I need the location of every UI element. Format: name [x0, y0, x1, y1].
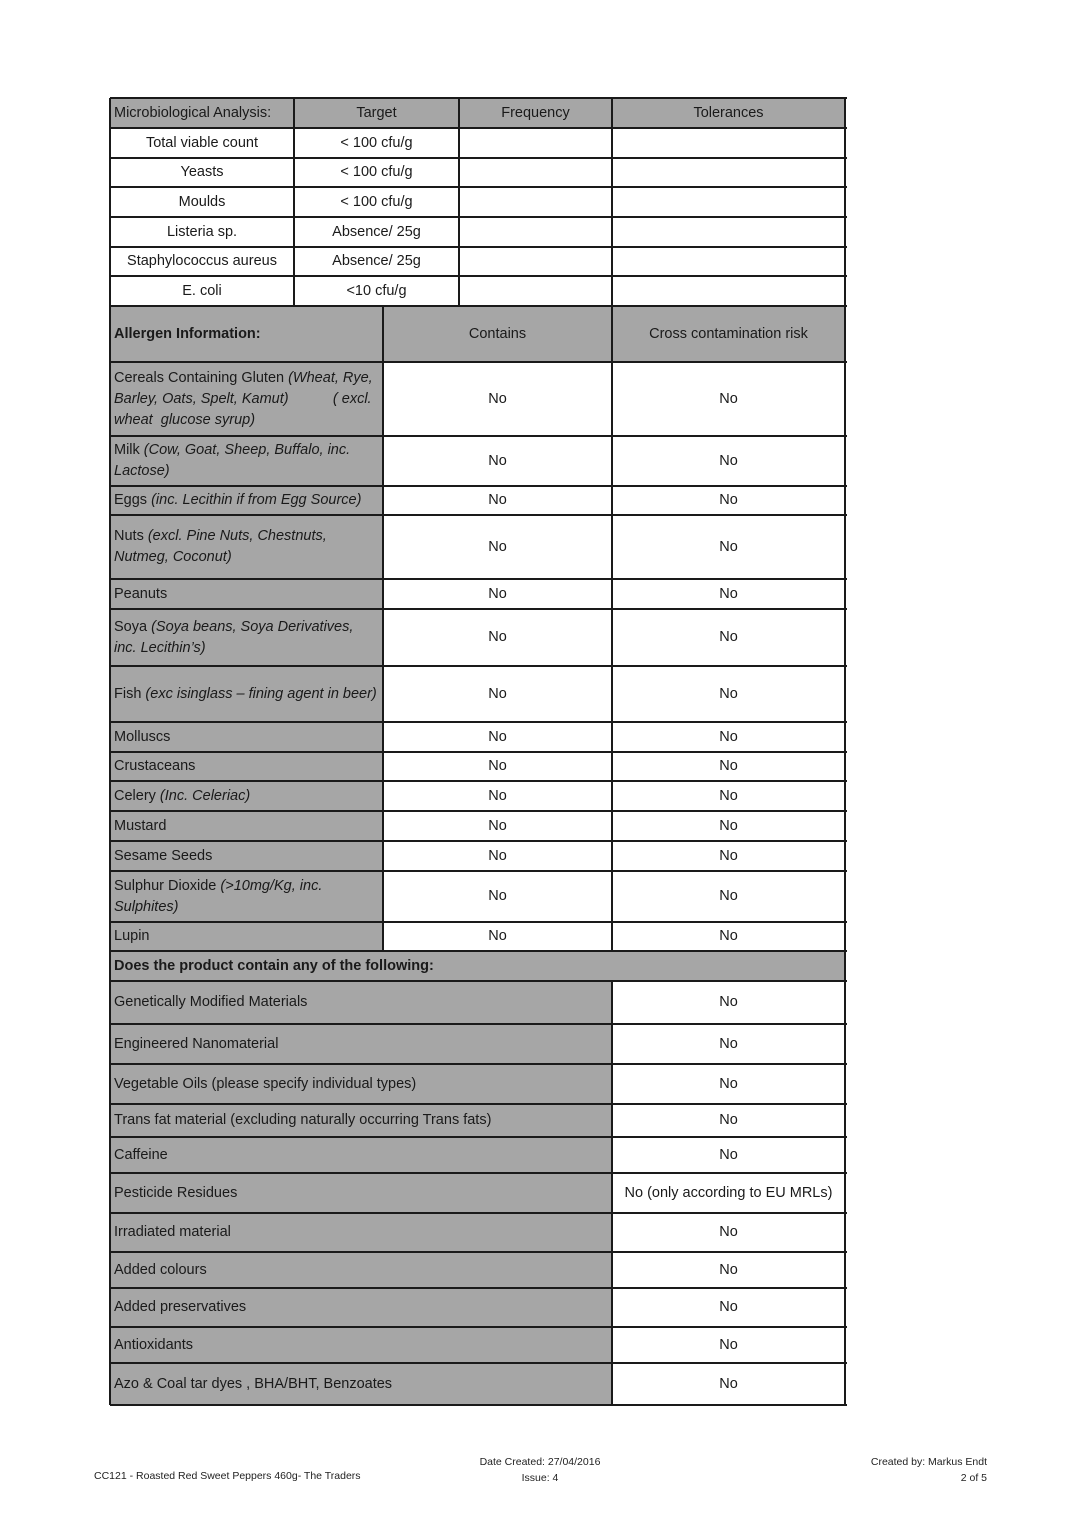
allergen-label-text: Fish — [114, 685, 142, 702]
product-contents-item: Added colours — [110, 1252, 612, 1288]
table-rule — [110, 97, 847, 99]
micro-tolerance-value — [612, 276, 845, 306]
allergen-label — [114, 617, 379, 659]
allergen-label-text: Molluscs — [114, 728, 171, 745]
allergen-cross-contamination-value: No — [612, 579, 845, 609]
allergen-label — [114, 584, 167, 605]
allergen-label-text: Peanuts — [114, 585, 168, 602]
allergen-label-text: Crustaceans — [114, 758, 196, 774]
micro-frequency-value — [459, 128, 612, 158]
allergen-label-text: Lupin — [114, 928, 150, 944]
table-rule — [110, 578, 847, 580]
table-rule — [110, 435, 847, 437]
table-rule — [110, 840, 847, 842]
allergen-label — [114, 526, 379, 568]
table-rule — [110, 950, 847, 952]
allergen-label-text: Mustard — [114, 817, 167, 834]
micro-header-analysis: Microbiological Analysis: — [110, 98, 294, 128]
table-rule — [382, 306, 384, 951]
table-rule — [293, 98, 295, 306]
allergen-cross-contamination-value: No — [612, 752, 845, 781]
table-rule — [110, 1362, 847, 1364]
footer-product: CC121 - Roasted Red Sweet Peppers 460g- The Traders — [94, 1470, 361, 1482]
allergen-header-contains: Contains — [383, 306, 612, 362]
table-rule — [110, 1212, 847, 1214]
allergen-contains-value: No — [383, 579, 612, 609]
product-contents-value: No — [612, 1024, 845, 1064]
allergen-label — [114, 727, 170, 748]
allergen-contains-value: No — [383, 486, 612, 515]
allergen-label-note: (Soya beans, Soya Derivatives, inc. Lecithin’s) — [114, 618, 358, 656]
table-rule — [110, 1023, 847, 1025]
table-rule — [110, 1287, 847, 1289]
allergen-name — [110, 871, 383, 922]
micro-target-value: Absence/ 25g — [294, 247, 459, 276]
allergen-cross-contamination-value: No — [612, 609, 845, 666]
table-rule — [110, 980, 847, 982]
allergen-label-note: (exc isinglass – fining agent in beer) — [141, 685, 377, 702]
allergen-cross-contamination-value: No — [612, 922, 845, 951]
micro-target-value: Absence/ 25g — [294, 217, 459, 247]
micro-analysis-name: Staphylococcus aureus — [110, 247, 294, 276]
table-rule — [110, 1063, 847, 1065]
table-rule — [110, 921, 847, 923]
product-contents-value: No — [612, 1363, 845, 1405]
micro-tolerance-value — [612, 158, 845, 187]
micro-analysis-name: Listeria sp. — [110, 217, 294, 247]
micro-target-value: < 100 cfu/g — [294, 158, 459, 187]
product-contents-value: No — [612, 1064, 845, 1104]
table-rule — [110, 1326, 847, 1328]
footer-created-by: Created by: Markus Endt — [870, 1456, 987, 1468]
allergen-name — [110, 781, 383, 811]
allergen-cross-contamination-value: No — [612, 436, 845, 486]
allergen-name — [110, 362, 383, 436]
table-rule — [844, 98, 846, 306]
allergen-label — [114, 816, 166, 837]
allergen-contains-value: No — [383, 811, 612, 841]
allergen-name — [110, 579, 383, 609]
table-rule — [110, 608, 847, 610]
product-contents-item: Pesticide Residues — [110, 1173, 612, 1213]
micro-target-value: < 100 cfu/g — [294, 128, 459, 158]
allergen-cross-contamination-value: No — [612, 841, 845, 871]
footer-page-number: 2 of 5 — [960, 1472, 987, 1484]
allergen-cross-contamination-value: No — [612, 811, 845, 841]
table-rule — [110, 305, 847, 307]
table-rule — [611, 98, 613, 306]
table-rule — [110, 1103, 847, 1105]
product-contents-item: Azo & Coal tar dyes , BHA/BHT, Benzoates — [110, 1363, 612, 1405]
allergen-cross-contamination-value: No — [612, 722, 845, 752]
product-contents-value: No — [612, 981, 845, 1024]
table-rule — [110, 361, 847, 363]
allergen-label-note: (excl. Pine Nuts, Chestnuts, Nutmeg, Coconut) — [114, 528, 331, 565]
table-rule — [110, 514, 847, 516]
micro-target-value: <10 cfu/g — [294, 276, 459, 306]
micro-tolerance-value — [612, 187, 845, 217]
allergen-contains-value: No — [383, 922, 612, 951]
micro-analysis-name: Total viable count — [110, 128, 294, 158]
allergen-contains-value: No — [383, 722, 612, 752]
allergen-label — [114, 684, 377, 705]
micro-frequency-value — [459, 187, 612, 217]
allergen-label — [114, 490, 361, 511]
table-rule — [110, 275, 847, 277]
product-contents-item: Trans fat material (excluding naturally occurring Trans fats) — [110, 1104, 612, 1137]
allergen-label — [114, 786, 250, 807]
product-contents-item: Caffeine — [110, 1137, 612, 1173]
allergen-name — [110, 752, 383, 781]
allergen-label — [114, 756, 195, 777]
micro-frequency-value — [459, 217, 612, 247]
table-rule — [611, 981, 613, 1405]
allergen-name — [110, 841, 383, 871]
allergen-cross-contamination-value: No — [612, 486, 845, 515]
allergen-cross-contamination-value: No — [612, 871, 845, 922]
table-rule — [110, 186, 847, 188]
micro-frequency-value — [459, 158, 612, 187]
table-rule — [109, 98, 111, 306]
allergen-label-text: Eggs — [114, 492, 148, 508]
table-rule — [110, 1136, 847, 1138]
allergen-label — [114, 926, 149, 947]
product-contents-value: No — [612, 1252, 845, 1288]
allergen-label-note: (inc. Lecithin if from Egg Source) — [147, 492, 362, 508]
table-rule — [110, 870, 847, 872]
product-contents-item: Genetically Modified Materials — [110, 981, 612, 1024]
allergen-label — [114, 846, 212, 867]
table-rule — [110, 780, 847, 782]
allergen-header-cross-contamination: Cross contamination risk — [612, 306, 845, 362]
allergen-cross-contamination-value: No — [612, 362, 845, 436]
allergen-name — [110, 722, 383, 752]
allergen-label — [114, 368, 379, 431]
table-rule — [110, 485, 847, 487]
allergen-contains-value: No — [383, 871, 612, 922]
allergen-contains-value: No — [383, 666, 612, 722]
product-contents-item: Engineered Nanomaterial — [110, 1024, 612, 1064]
table-rule — [109, 951, 111, 1405]
allergen-label-note: (>10mg/Kg, inc. Sulphites) — [114, 877, 327, 915]
allergen-name — [110, 515, 383, 579]
product-contents-value: No — [612, 1213, 845, 1252]
product-contents-item: Irradiated material — [110, 1213, 612, 1252]
allergen-label-text: Cereals Containing Gluten — [114, 369, 285, 386]
micro-target-value: < 100 cfu/g — [294, 187, 459, 217]
table-rule — [844, 306, 846, 951]
footer-date-created: Date Created: 27/04/2016 — [479, 1456, 601, 1468]
allergen-name — [110, 666, 383, 722]
product-contents-value: No — [612, 1137, 845, 1173]
product-contents-item: Antioxidants — [110, 1327, 612, 1363]
micro-analysis-name: E. coli — [110, 276, 294, 306]
allergen-label — [114, 876, 379, 918]
table-rule — [110, 721, 847, 723]
allergen-label-note: (Inc. Celeriac) — [155, 787, 251, 804]
micro-tolerance-value — [612, 247, 845, 276]
table-rule — [109, 306, 111, 951]
micro-header-target: Target — [294, 98, 459, 128]
table-rule — [110, 1172, 847, 1174]
micro-frequency-value — [459, 247, 612, 276]
product-contents-value: No — [612, 1327, 845, 1363]
allergen-contains-value: No — [383, 781, 612, 811]
table-rule — [110, 751, 847, 753]
allergen-name — [110, 486, 383, 515]
allergen-cross-contamination-value: No — [612, 515, 845, 579]
product-contents-value: No — [612, 1104, 845, 1137]
allergen-label-note: (Wheat, Rye, Barley, Oats, Spelt, Kamut) ( excl. wheat glucose syrup) — [114, 369, 377, 428]
allergen-label-text: Nuts — [114, 528, 144, 544]
allergen-label-text: Milk — [114, 442, 140, 458]
table-rule — [110, 246, 847, 248]
table-rule — [110, 810, 847, 812]
table-rule — [110, 1404, 847, 1406]
product-contents-heading: Does the product contain any of the following: — [110, 951, 845, 981]
allergen-label-text: Celery — [114, 787, 156, 804]
allergen-label — [114, 440, 379, 482]
micro-header-frequency: Frequency — [459, 98, 612, 128]
allergen-label-text: Sesame Seeds — [114, 847, 213, 864]
allergen-cross-contamination-value: No — [612, 781, 845, 811]
allergen-header-title: Allergen Information: — [110, 306, 383, 362]
allergen-name — [110, 811, 383, 841]
allergen-contains-value: No — [383, 362, 612, 436]
micro-tolerance-value — [612, 128, 845, 158]
table-rule — [844, 951, 846, 1405]
allergen-label-text: Sulphur Dioxide — [114, 877, 217, 894]
allergen-label-note: (Cow, Goat, Sheep, Buffalo, inc. Lactose) — [114, 442, 355, 479]
allergen-contains-value: No — [383, 609, 612, 666]
product-contents-value: No (only according to EU MRLs) — [612, 1173, 845, 1213]
allergen-contains-value: No — [383, 841, 612, 871]
micro-analysis-name: Yeasts — [110, 158, 294, 187]
allergen-cross-contamination-value: No — [612, 666, 845, 722]
allergen-name — [110, 609, 383, 666]
table-rule — [110, 157, 847, 159]
micro-frequency-value — [459, 276, 612, 306]
micro-tolerance-value — [612, 217, 845, 247]
product-contents-value: No — [612, 1288, 845, 1327]
allergen-contains-value: No — [383, 752, 612, 781]
footer-issue: Issue: 4 — [521, 1472, 559, 1484]
allergen-name — [110, 922, 383, 951]
table-rule — [110, 216, 847, 218]
product-contents-item: Vegetable Oils (please specify individual types) — [110, 1064, 612, 1104]
micro-analysis-name: Moulds — [110, 187, 294, 217]
allergen-contains-value: No — [383, 436, 612, 486]
allergen-contains-value: No — [383, 515, 612, 579]
table-rule — [110, 665, 847, 667]
allergen-name — [110, 436, 383, 486]
table-rule — [110, 127, 847, 129]
micro-header-tolerances: Tolerances — [612, 98, 845, 128]
table-rule — [611, 306, 613, 951]
product-contents-item: Added preservatives — [110, 1288, 612, 1327]
table-rule — [110, 1251, 847, 1253]
allergen-label-text: Soya — [114, 618, 148, 635]
table-rule — [458, 98, 460, 306]
